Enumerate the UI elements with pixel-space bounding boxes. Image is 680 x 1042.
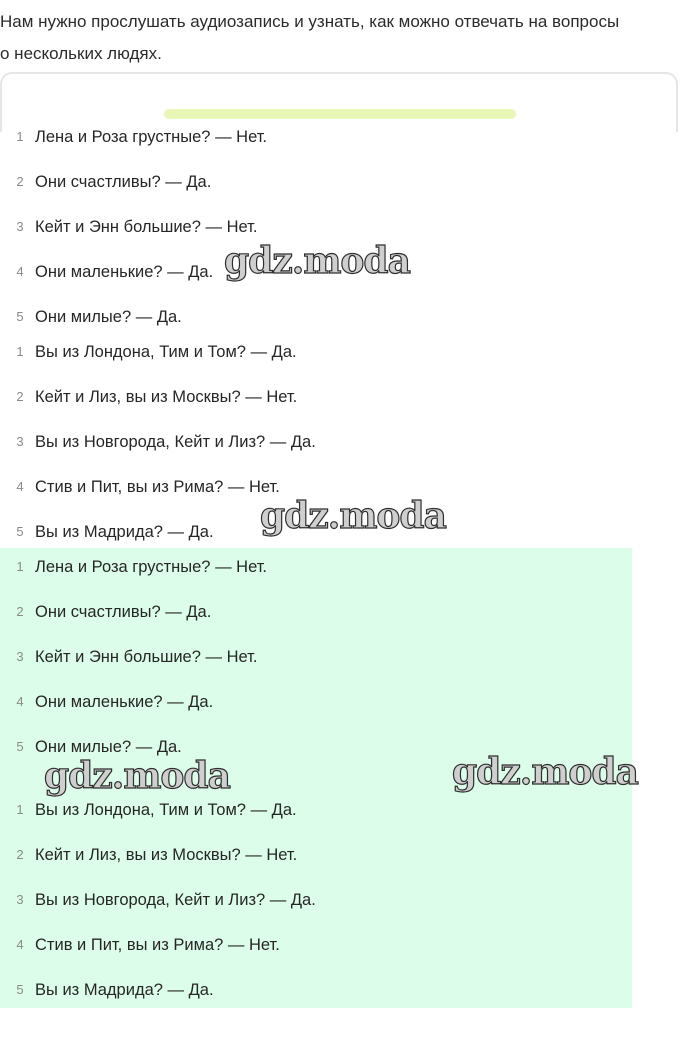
item-number: 3 — [16, 649, 24, 664]
item-text: Они маленькие? — Да. — [35, 263, 214, 281]
intro-line-2: о нескольких людях. — [0, 44, 162, 63]
item-text: Вы из Новгорода, Кейт и Лиз? — Да. — [35, 433, 316, 451]
item-number: 2 — [16, 604, 24, 619]
item-text: Вы из Мадрида? — Да. — [35, 523, 214, 541]
item-number: 1 — [16, 344, 24, 359]
item-text: Вы из Новгорода, Кейт и Лиз? — Да. — [35, 891, 316, 909]
item-text: Кейт и Энн большие? — Нет. — [35, 648, 258, 666]
item-number: 2 — [16, 847, 24, 862]
item-number: 1 — [16, 559, 24, 574]
highlight-bar — [164, 109, 516, 119]
item-number: 3 — [16, 892, 24, 907]
intro-text — [0, 6, 680, 70]
item-text: Лена и Роза грустные? — Нет. — [35, 558, 268, 576]
item-number: 4 — [16, 937, 24, 952]
item-number: 2 — [16, 174, 24, 189]
intro-line-1: Нам нужно прослушать аудиозапись и узнать, как можно отвечать на вопросы — [0, 12, 620, 31]
item-text: Вы из Лондона, Тим и Том? — Да. — [35, 343, 297, 361]
item-number: 3 — [16, 434, 24, 449]
item-number: 4 — [16, 264, 24, 279]
item-number: 3 — [16, 219, 24, 234]
item-text: Кейт и Энн большие? — Нет. — [35, 218, 258, 236]
item-number: 5 — [16, 739, 24, 754]
item-text: Вы из Мадрида? — Да. — [35, 981, 214, 999]
item-number: 1 — [16, 802, 24, 817]
item-number: 4 — [16, 694, 24, 709]
item-number: 5 — [16, 982, 24, 997]
watermark: gdz.moda — [452, 751, 638, 793]
item-text: Они маленькие? — Да. — [35, 693, 214, 711]
item-text: Лена и Роза грустные? — Нет. — [35, 128, 268, 146]
item-text: Они милые? — Да. — [35, 308, 182, 326]
item-text: Стив и Пит, вы из Рима? — Нет. — [35, 936, 280, 954]
watermark: gdz.moda — [44, 755, 230, 797]
item-number: 4 — [16, 479, 24, 494]
item-number: 5 — [16, 309, 24, 324]
watermark: gdz.moda — [224, 240, 410, 282]
item-text: Стив и Пит, вы из Рима? — Нет. — [35, 478, 280, 496]
watermark: gdz.moda — [260, 495, 446, 537]
item-number: 1 — [16, 129, 24, 144]
item-text: Кейт и Лиз, вы из Москвы? — Нет. — [35, 388, 298, 406]
item-text: Они милые? — Да. — [35, 738, 182, 756]
item-text: Они счастливы? — Да. — [35, 603, 212, 621]
item-number: 2 — [16, 389, 24, 404]
item-text: Они счастливы? — Да. — [35, 173, 212, 191]
item-number: 5 — [16, 524, 24, 539]
item-text: Кейт и Лиз, вы из Москвы? — Нет. — [35, 846, 298, 864]
item-text: Вы из Лондона, Тим и Том? — Да. — [35, 801, 297, 819]
